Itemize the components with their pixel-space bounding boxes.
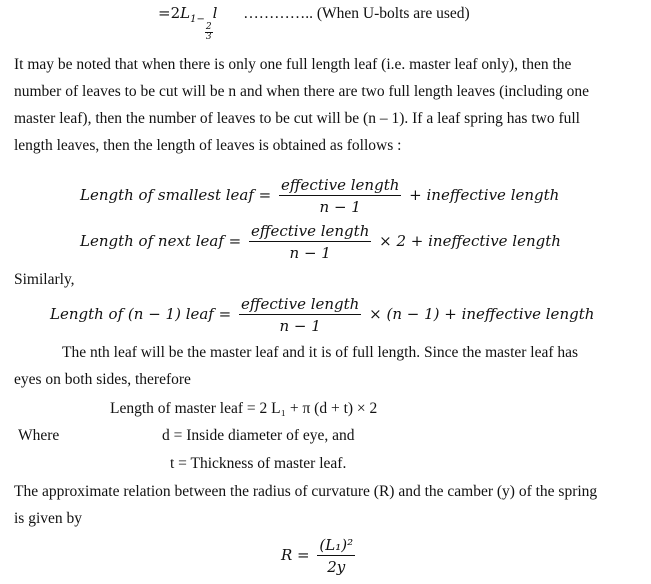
fraction-numerator: effective length (240, 295, 360, 313)
definition-t: t = Thickness of master leaf. (170, 455, 347, 472)
equation-lhs: R = (281, 546, 310, 564)
similarly-label: Similarly, (14, 271, 75, 288)
fraction-denominator: 2y (327, 558, 346, 576)
master-leaf-formula: Length of master leaf = 2 L₁ + π (d + t) × 2 (110, 400, 378, 417)
equation-lhs: Length of smallest leaf = (80, 186, 272, 204)
fraction (239, 295, 361, 335)
equation-smallest-leaf (80, 176, 559, 216)
fraction (279, 176, 401, 216)
fraction-numerator: effective length (251, 222, 370, 240)
top-formula-line (158, 4, 470, 42)
fraction-denominator: n − 1 (289, 244, 331, 262)
text-line: number of leaves to be cut will be n and when there are two full length leaves (including one (14, 83, 590, 100)
equation-lhs: Length of (n − 1) leaf = (50, 305, 232, 323)
fraction-numerator: effective length (281, 176, 400, 194)
text-line: eyes on both sides, therefore (14, 371, 191, 388)
equation-rhs: × 2 + ineffective length (379, 232, 561, 250)
fraction-numerator: (L₁)² (319, 536, 354, 554)
fraction-denominator: n − 1 (319, 198, 361, 216)
paragraph-full-length-leaves (14, 51, 589, 159)
fraction (317, 536, 355, 576)
fraction-denominator: n − 1 (279, 317, 321, 335)
text-line: The approximate relation between the radius of curvature (R) and the camber (y) of the spring (14, 483, 598, 500)
text-line: The nth leaf will be the master leaf and it is of full length. Since the master leaf has (62, 344, 579, 361)
equation-rhs: × (n − 1) + ineffective length (369, 305, 595, 323)
u-bolt-note: (When U-bolts are used) (316, 5, 470, 22)
text-line: is given by (14, 510, 83, 527)
definition-d: d = Inside diameter of eye, and (162, 427, 355, 444)
equation-next-leaf (80, 222, 561, 262)
paragraph-camber (14, 478, 597, 532)
paragraph-master-leaf (14, 339, 578, 393)
text-line: length leaves, then the length of leaves is obtained as follows : (14, 137, 402, 154)
text-line: It may be noted that when there is only one full length leaf (i.e. master leaf only), then the (14, 56, 572, 73)
equation-radius-curvature (281, 536, 358, 576)
text-line: master leaf), then the number of leaves to be cut will be (n – 1). If a leaf spring has two full (14, 110, 580, 127)
leader-dots: ………….. (243, 5, 314, 22)
equation-lhs: Length of next leaf = (80, 232, 242, 250)
equation-n-minus-1-leaf (50, 295, 594, 335)
equation-rhs: + ineffective length (409, 186, 560, 204)
u-bolt-length-formula: $=2L_{1- \frac{2}{3}}$ l (158, 4, 218, 42)
where-label: Where (18, 427, 60, 444)
fraction (249, 222, 371, 262)
